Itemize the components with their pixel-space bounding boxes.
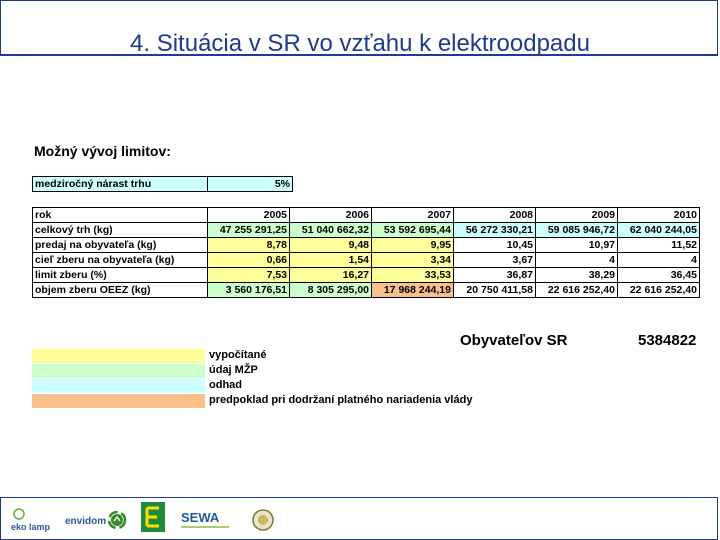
table-cell: 11,52	[618, 238, 700, 253]
table-cell: 9,48	[290, 238, 372, 253]
page-title: 4. Situácia v SR vo vzťahu k elektroodpadu	[130, 30, 590, 57]
table-cell: 9,95	[372, 238, 454, 253]
table-cell: 20 750 411,58	[454, 283, 536, 298]
year-cell: 2006	[290, 208, 372, 223]
legend-text: údaj MŽP	[209, 364, 258, 376]
legend-text: vypočítané	[209, 349, 267, 361]
year-cell: 2010	[618, 208, 700, 223]
row-label: celkový trh (kg)	[33, 223, 208, 238]
table-cell: 22 616 252,40	[536, 283, 618, 298]
table-row	[33, 238, 700, 253]
table-row	[33, 223, 700, 238]
row-label: cieľ zberu na obyvateľa (kg)	[33, 253, 208, 268]
growth-value: 5%	[208, 177, 293, 192]
table-cell: 33,53	[372, 268, 454, 283]
table-row	[33, 253, 700, 268]
ekolamp-logo-text: eko lamp	[11, 522, 51, 532]
table-cell: 56 272 330,21	[454, 223, 536, 238]
legend-swatch	[32, 379, 205, 393]
legend-text: predpoklad pri dodržaní platného nariadenia vlády	[209, 394, 473, 406]
table-cell: 7,53	[208, 268, 290, 283]
footer-bar	[0, 497, 718, 540]
table-cell: 62 040 244,05	[618, 223, 700, 238]
sewa-logo	[181, 510, 241, 532]
table-cell: 8,78	[208, 238, 290, 253]
year-cell: 2008	[454, 208, 536, 223]
legend-swatch	[32, 349, 205, 363]
table-cell: 59 085 946,72	[536, 223, 618, 238]
ekolamp-logo	[9, 506, 57, 534]
table-cell: 3,34	[372, 253, 454, 268]
table-cell: 17 968 244,19	[372, 283, 454, 298]
growth-table	[32, 176, 293, 192]
envidom-logo-text: envidom	[65, 516, 107, 527]
elektro-recycling-logo	[141, 502, 165, 536]
table-cell: 16,27	[290, 268, 372, 283]
population-label: Obyvateľov SR	[460, 332, 568, 349]
legend-swatch	[32, 364, 205, 378]
sewa-logo-text: SEWA	[181, 510, 220, 525]
table-cell: 38,29	[536, 268, 618, 283]
limits-table	[32, 207, 700, 298]
header-label: rok	[33, 208, 208, 223]
row-label: limit zberu (%)	[33, 268, 208, 283]
table-cell: 36,45	[618, 268, 700, 283]
population-value: 5384822	[638, 332, 697, 349]
table-cell: 53 592 695,44	[372, 223, 454, 238]
table-cell: 0,66	[208, 253, 290, 268]
year-cell: 2009	[536, 208, 618, 223]
section-subtitle: Možný vývoj limitov:	[34, 143, 171, 159]
row-label: predaj na obyvateľa (kg)	[33, 238, 208, 253]
table-row	[33, 268, 700, 283]
recycling-arrows-icon	[107, 510, 127, 530]
table-cell: 10,45	[454, 238, 536, 253]
table-cell: 3 560 176,51	[208, 283, 290, 298]
table-row	[33, 283, 700, 298]
legend-swatch	[32, 394, 205, 408]
table-cell: 3,67	[454, 253, 536, 268]
table-cell: 36,87	[454, 268, 536, 283]
year-cell: 2005	[208, 208, 290, 223]
year-cell: 2007	[372, 208, 454, 223]
growth-label: medziročný nárast trhu	[33, 177, 208, 192]
table-header-row	[33, 208, 700, 223]
table-row	[33, 177, 293, 192]
table-cell: 8 305 295,00	[290, 283, 372, 298]
table-cell: 4	[536, 253, 618, 268]
table-cell: 4	[618, 253, 700, 268]
table-cell: 10,97	[536, 238, 618, 253]
table-cell: 1,54	[290, 253, 372, 268]
table-cell: 47 255 291,25	[208, 223, 290, 238]
table-cell: 22 616 252,40	[618, 283, 700, 298]
legend-text: odhad	[209, 379, 242, 391]
seal-logo	[251, 508, 275, 532]
table-cell: 51 040 662,32	[290, 223, 372, 238]
row-label: objem zberu OEEZ (kg)	[33, 283, 208, 298]
